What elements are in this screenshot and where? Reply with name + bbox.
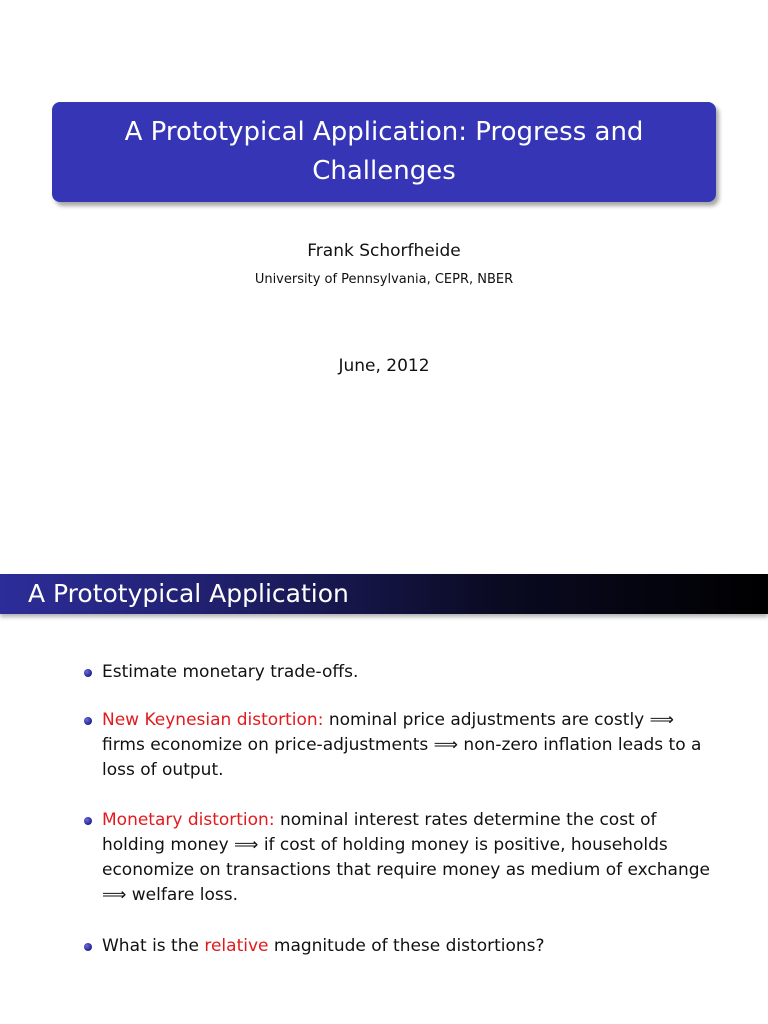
bullet-text xyxy=(102,708,714,783)
bullet-highlight: relative xyxy=(204,936,269,956)
presentation-date: June, 2012 xyxy=(338,356,430,376)
bullet-icon xyxy=(84,669,92,677)
frame-title-bar xyxy=(0,574,768,614)
bullet-text xyxy=(102,934,714,959)
bullet-rest: nominal interest rates determine the cost of holding money ⟹ if cost of holding money is positive, households economize on transactions that require money as medium of exchange ⟹ welfare loss. xyxy=(102,810,710,905)
content-slide xyxy=(0,574,768,1024)
bullet-rest: nominal price adjustments are costly ⟹ firms economize on price-adjustments ⟹ non-zero inflation leads to a loss of output. xyxy=(102,710,702,780)
bullet-highlight: New Keynesian distortion: xyxy=(102,710,324,730)
author-name: Frank Schorfheide xyxy=(307,241,461,261)
frame-title: A Prototypical Application xyxy=(28,579,349,608)
bullet-text xyxy=(102,660,714,685)
bullet-icon xyxy=(84,717,92,725)
bullet-text xyxy=(102,808,714,908)
author-institute: University of Pennsylvania, CEPR, NBER xyxy=(254,272,514,287)
bullet-before: What is the xyxy=(102,936,205,956)
bullet-icon xyxy=(84,943,92,951)
bullet-after: magnitude of these distortions? xyxy=(268,936,545,956)
bullet-highlight: Monetary distortion: xyxy=(102,810,275,830)
bullet-icon xyxy=(84,817,92,825)
presentation-title: A Prototypical Application: Progress and Challenges xyxy=(124,117,644,186)
title-box xyxy=(52,102,716,202)
bullet-plain: Estimate monetary trade-offs. xyxy=(102,662,359,682)
